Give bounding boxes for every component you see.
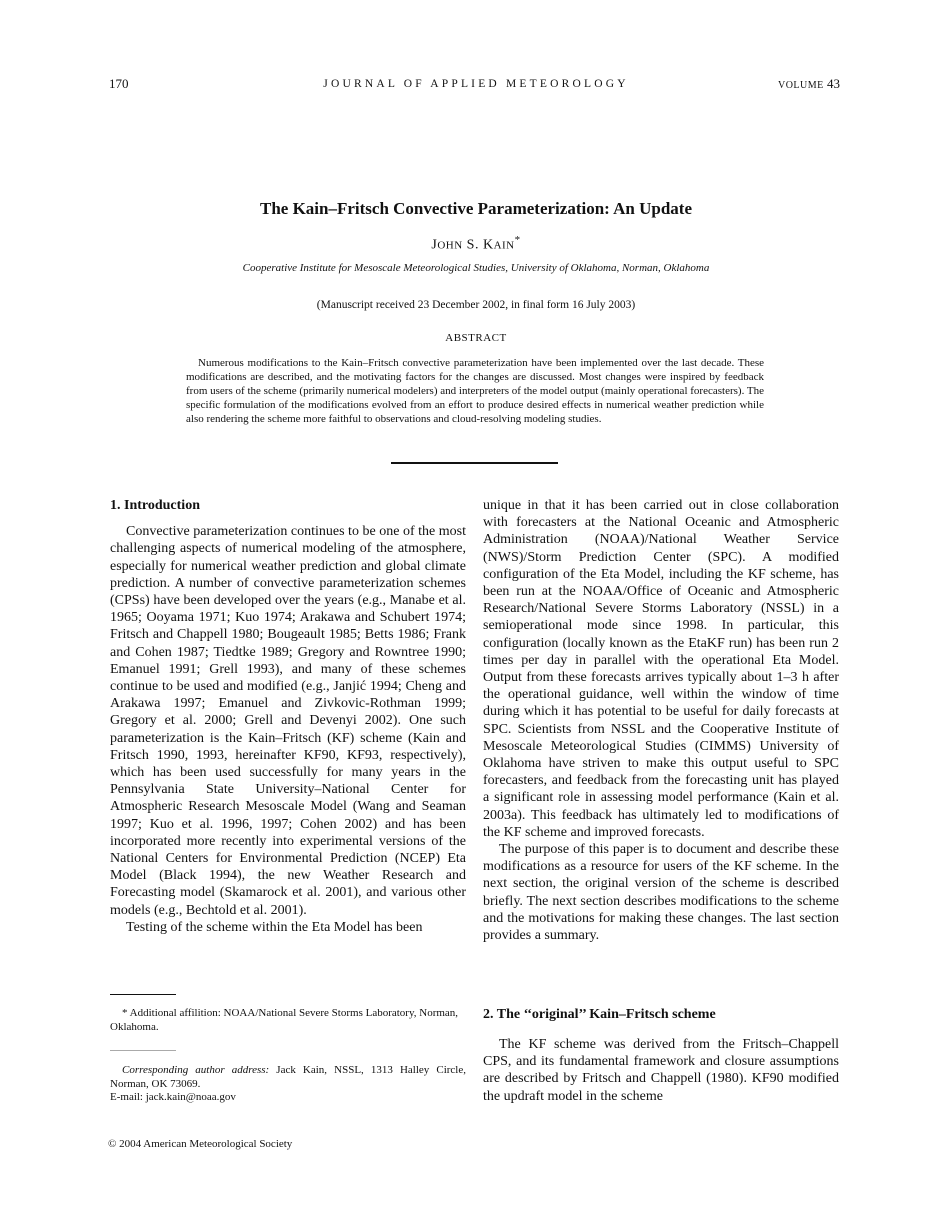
copyright: © 2004 American Meteorological Society — [108, 1138, 293, 1150]
footnote-email: E-mail: jack.kain@noaa.gov — [110, 1091, 236, 1103]
section-2-paragraph-1: The KF scheme was derived from the Fritsch–Chappell CPS, and its fundamental framework and closure assumptions are described by Fritsch and Chappell (1980). KF90 modified the updraft model in the scheme — [483, 1037, 839, 1104]
abstract-heading: ABSTRACT — [445, 332, 507, 344]
footnote-divider-secondary — [110, 1050, 176, 1051]
footnote-corresponding — [110, 1063, 466, 1091]
intro-paragraph-1: Convective parameterization continues to be one of the most challenging aspects of numerical modeling of the atmosphere, especially for numerical weather prediction and global climate prediction. A number of convective parameterization schemes (CPSs) have been developed over the years (e.g., Manabe et al. 1965; Ooyama 1971; Kuo 1974; Arakawa and Schubert 1974; Fritsch and Chappell 1980; Bougeault 1985; Betts 1986; Frank and Cohen 1987; Tiedtke 1989; Gregory and Rowntree 1990; Emanuel 1991; Grell 1993), and many of these schemes continue to be used and modified (e.g., Janjić 1994; Cheng and Arakawa 1997; Emanuel and Zivkovic-Rothman 1999; Gregory et al. 2000; Grell and Devenyi 2002). One such parameterization is the Kain–Fritsch (KF) scheme (Kain and Fritsch 1990, 1993, hereinafter KF90, KF93, respectively), which has been used successfully for many years in the Pennsylvania State University–National Center for Atmospheric Research Mesoscale Model (Wang and Seaman 1997; Kuo et al. 1996, 1997; Cohen 2002) and has been incorporated more recently into experimental versions of the National Centers for Environmental Prediction (NCEP) Eta Model (Black 1994), the new Weather Research and Forecasting model (Skamarock et al. 2001), and various other models (e.g., Bechtold et al. 2001). — [110, 524, 466, 918]
left-column — [110, 497, 466, 936]
abstract-text: Numerous modifications to the Kain–Fritsch convective parameterization have been implemented over the last decade. These modifications are described, and the motivating factors for the changes are discussed. Most changes were inspired by feedback from users of the scheme (primarily numerical modelers) and interpreters of the model output (mainly operational forecasters). The specific formulation of the modifications evolved from an effort to produce desired effects in numerical weather prediction while also rendering the scheme more faithful to observations and cloud-resolving modeling studies. — [186, 357, 764, 425]
intro-paragraph-3: The purpose of this paper is to document and describe these modifications as a resource for users of the KF scheme. In the next section, the original version of the scheme is described briefly. The next section describes modifications to the scheme and the motivations for making these changes. The last section provides a summary. — [483, 842, 839, 944]
journal-name: JOURNAL OF APPLIED METEOROLOGY — [323, 78, 629, 90]
section-2-heading: 2. The ‘‘original’’ Kain–Fritsch scheme — [483, 1007, 716, 1022]
corr-label: Corresponding author address: — [122, 1064, 270, 1076]
paper-title: The Kain–Fritsch Convective Parameterization: An Update — [259, 199, 692, 218]
author-footnote-mark: * — [514, 234, 521, 246]
page-number: 170 — [109, 76, 129, 91]
corr-address: Jack Kain, NSSL, 1313 Halley Circle, Norman, OK 73069. — [110, 1064, 467, 1090]
abstract-divider — [391, 462, 558, 464]
footnote-affiliation: * Additional affilition: NOAA/National Severe Storms Laboratory, Norman, Oklahoma. — [110, 1007, 459, 1033]
affiliation: Cooperative Institute for Mesoscale Meteorological Studies, University of Oklahoma, Norman, Oklahoma — [242, 262, 710, 274]
volume-label — [778, 76, 840, 92]
author-initial: J — [431, 237, 438, 253]
manuscript-dates: (Manuscript received 23 December 2002, in final form 16 July 2003) — [316, 299, 636, 311]
author-first-rest: OHN — [437, 239, 463, 252]
intro-paragraph-2-continued: unique in that it has been carried out in close collaboration with forecasters at the National Oceanic and Atmospheric Administration (NOAA)/National Weather Service (NWS)/Storm Prediction Center (SPC). A modified configuration of the Eta Model, including the KF scheme, has been run at the NOAA/Office of Oceanic and Atmospheric Research/National Severe Storms Laboratory (NSSL) in a semioperational mode since 1998. In particular, this configuration (locally known as the EtaKF run) has been run 2 times per day in parallel with the operational Eta Model. Output from these forecasts arrives typically about 1–3 h after the operational guidance, well within the window of time during which it has potential to be useful for daily forecasts at SPC. Scientists from NSSL and the Cooperative Institute of Mesoscale Meteorological Studies (CIMMS) University of Oklahoma have striven to make this output useful to SPC forecasters, and feedback from the forecasting unit has played a significant role in assessing model performance (Kain et al. 2003a). This feedback has ultimately led to modifications of the KF scheme and improved forecasts. — [483, 498, 839, 840]
footnote-divider — [110, 994, 176, 995]
section-1-heading: 1. Introduction — [110, 498, 200, 513]
author-name — [0, 234, 952, 254]
right-column — [483, 497, 839, 944]
author-middle: S. K — [466, 237, 494, 253]
author-last-rest: AIN — [493, 239, 515, 252]
intro-paragraph-2-start: Testing of the scheme within the Eta Model has been — [126, 919, 423, 935]
volume-word: VOLUME — [777, 80, 824, 91]
volume-number: 43 — [827, 76, 840, 91]
